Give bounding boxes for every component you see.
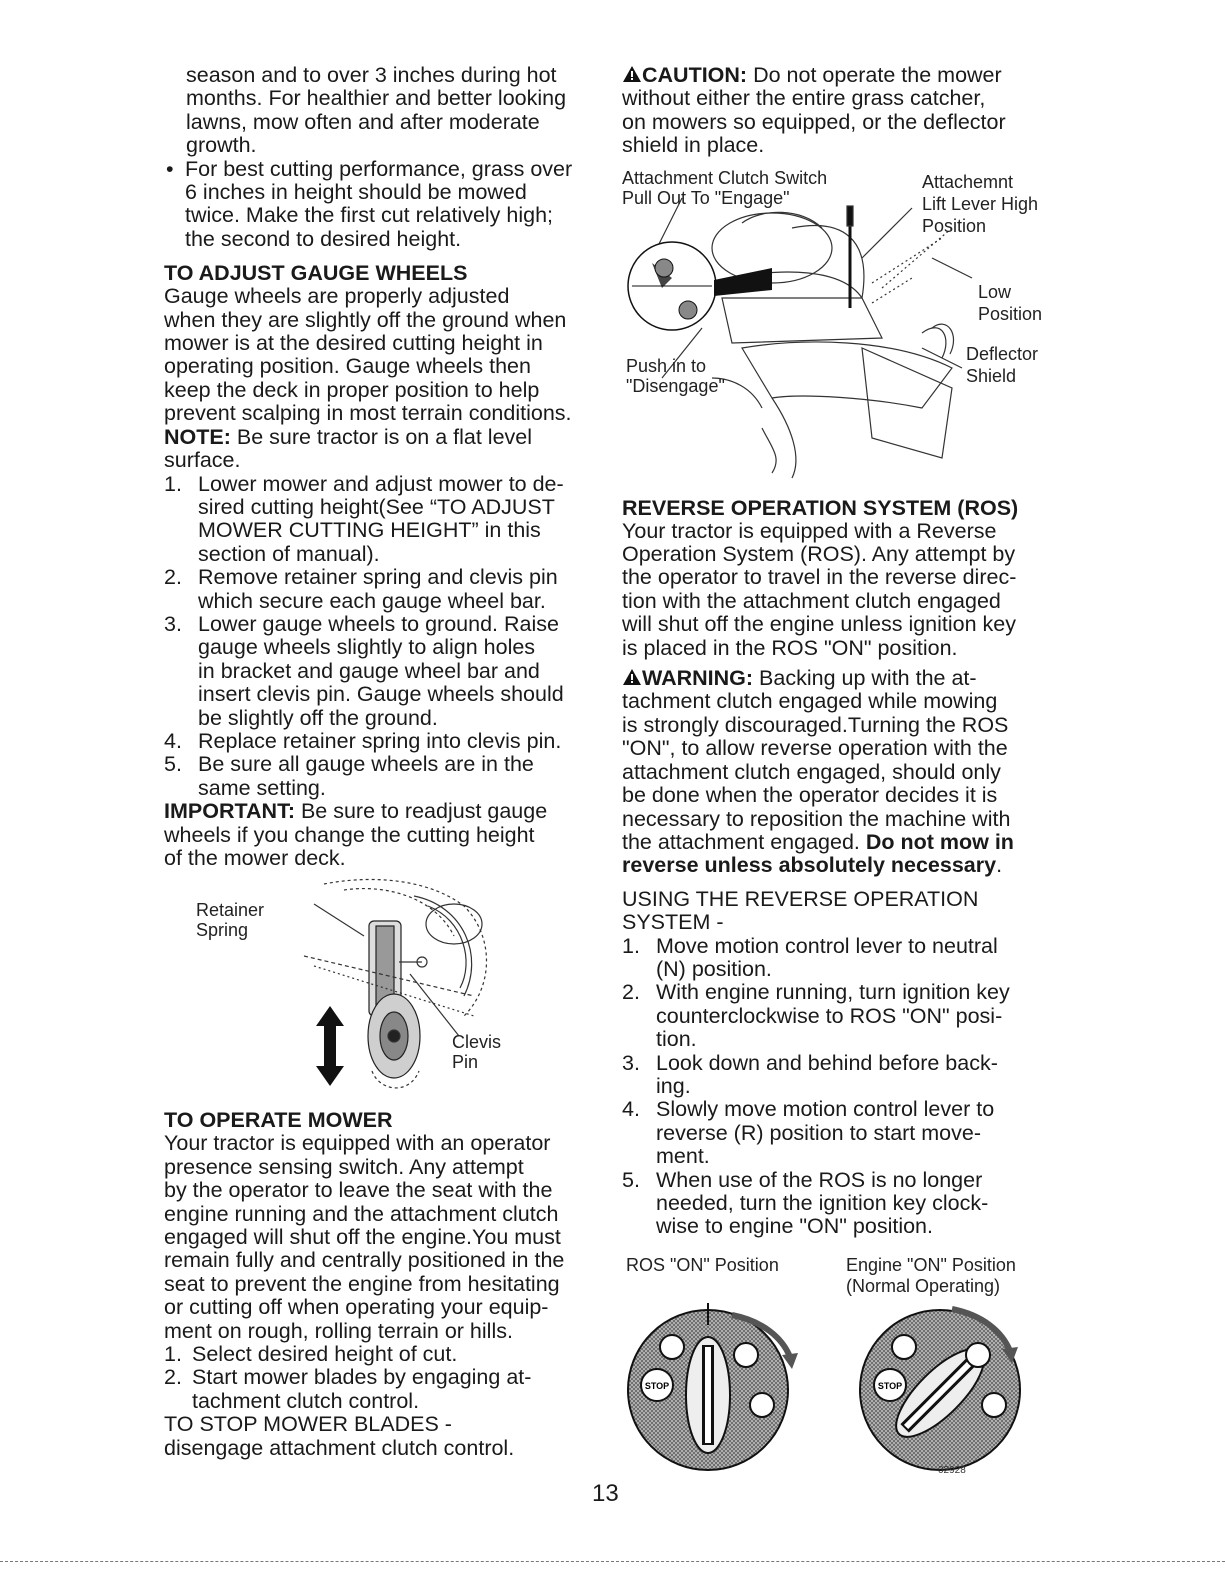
text-line: ment. [656, 1144, 710, 1169]
warning-text: the attachment engaged. [622, 829, 866, 854]
clevis-label: Clevis [452, 1032, 502, 1053]
text-line: gauge wheels slightly to align holes [198, 635, 536, 660]
stop-text: STOP [877, 1380, 903, 1391]
list-number: 4. [622, 1097, 640, 1122]
deflector-label: Deflector [966, 343, 1039, 364]
list-number: 1. [622, 933, 640, 958]
bullet-item [164, 158, 596, 252]
text-line: presence sensing switch. Any attempt [164, 1154, 524, 1179]
text-line: surface. [164, 448, 241, 473]
warning-line [622, 667, 1052, 690]
intro-paragraph [164, 64, 596, 158]
text-line: With engine running, turn ignition key [656, 980, 1010, 1005]
left-column [164, 64, 596, 1460]
list-item [622, 1098, 1052, 1168]
text-line: Gauge wheels are properly adjusted [164, 284, 510, 309]
text-line: When use of the ROS is no longer [656, 1167, 983, 1192]
ignition-key-figure [622, 1255, 1052, 1485]
page-number: 13 [592, 1480, 619, 1507]
list-number: 1. [164, 1342, 182, 1367]
text-line: remain fully and centrally positioned in the [164, 1248, 565, 1273]
text-line: will shut off the engine unless ignition key [622, 612, 1017, 637]
bottom-border [0, 1561, 1225, 1562]
pull-out-label: Pull Out To "Engage" [622, 187, 790, 208]
caution-line [622, 64, 1052, 87]
text-line: tachment clutch control. [192, 1388, 420, 1413]
text-line: without either the entire grass catcher, [622, 86, 986, 111]
text-line: season and to over 3 inches during hot [186, 63, 557, 87]
list-item [622, 1052, 1052, 1099]
text-line: ing. [656, 1073, 691, 1098]
warning-label: WARNING: [642, 666, 754, 691]
text-line: on mowers so equipped, or the deflector [622, 109, 1006, 134]
text-line: engaged will shut off the engine.You must [164, 1225, 561, 1250]
text-line: section of manual). [198, 541, 380, 566]
push-in-label: Push in to [626, 355, 707, 376]
text-line: operating position. Gauge wheels then [164, 354, 531, 379]
text-line: lawns, mow often and after moderate [186, 109, 540, 134]
list-number: 2. [622, 980, 640, 1005]
engine-on-switch [860, 1309, 1020, 1476]
text-line: tion with the attachment clutch engaged [622, 588, 1001, 613]
text-line: by the operator to leave the seat with the [164, 1178, 553, 1203]
text-line: needed, turn the ignition key clock- [656, 1191, 989, 1215]
text-line: wheels if you change the cutting height [164, 822, 535, 847]
text-line: wise to engine "ON" position. [656, 1214, 933, 1239]
warning-last-line [622, 831, 1052, 854]
text-line: 6 inches in height should be mowed [185, 180, 527, 205]
text-line: attachment clutch engaged, should only [622, 759, 1001, 784]
text-line: in bracket and gauge wheel bar and [198, 658, 540, 683]
warning-emphasis: Do not mow in [865, 829, 1014, 854]
low-position-label: Position [978, 303, 1043, 324]
text-line: For best cutting performance, grass over [185, 156, 573, 181]
normal-operating-label: (Normal Operating) [846, 1275, 1001, 1296]
important-label: IMPORTANT: [164, 799, 295, 824]
text-line: months. For healthier and better looking [186, 86, 567, 111]
list-item [164, 1343, 596, 1366]
gauge-wheel-figure [164, 876, 596, 1108]
important-text: Be sure to readjust gauge [294, 799, 548, 824]
text-line: when they are slightly off the ground when [164, 307, 567, 332]
using-steps [622, 935, 1052, 1239]
text-line: Your tractor is equipped with a Reverse [622, 518, 997, 543]
tractor-controls-illustration [622, 168, 1052, 496]
text-line: Look down and behind before back- [656, 1050, 998, 1075]
text-line: "ON", to allow reverse operation with the [622, 736, 1008, 761]
text-line: seat to prevent the engine from hesitating [164, 1271, 560, 1296]
caution-label: CAUTION: [642, 63, 748, 87]
list-item [164, 753, 596, 800]
list-item [622, 1169, 1052, 1239]
text-line: insert clevis pin. Gauge wheels should [198, 682, 564, 707]
text-line: disengage attachment clutch control. [164, 1435, 515, 1460]
text-line: be done when the operator decides it is [622, 783, 998, 808]
text-line: the operator to travel in the reverse direc- [622, 565, 1017, 590]
list-number: 5. [164, 752, 182, 777]
text-line: be slightly off the ground. [198, 705, 438, 730]
text-line: Slowly move motion control lever to [656, 1097, 995, 1122]
text-line: is placed in the ROS "ON" position. [622, 635, 958, 660]
caution-icon [622, 65, 642, 83]
stop-text: STOP [644, 1380, 670, 1391]
text-line: SYSTEM - [622, 910, 724, 935]
list-number: 4. [164, 728, 182, 753]
gauge-paragraph [164, 285, 596, 425]
list-number: 3. [164, 611, 182, 636]
text-line: prevent scalping in most terrain conditions. [164, 401, 572, 426]
gauge-steps [164, 473, 596, 801]
text-line: same setting. [198, 775, 326, 800]
text-line: Select desired height of cut. [192, 1342, 458, 1367]
note-label: NOTE: [164, 424, 231, 449]
text-line: Remove retainer spring and clevis pin [198, 565, 558, 590]
text-line: counterclockwise to ROS "ON" posi- [656, 1003, 1003, 1028]
text-line: ment on rough, rolling terrain or hills. [164, 1318, 513, 1343]
ros-paragraph [622, 520, 1052, 660]
text-line: of the mower deck. [164, 846, 346, 870]
list-item [164, 730, 596, 753]
low-label: Low [978, 281, 1012, 302]
text-line: keep the deck in proper position to help [164, 377, 540, 402]
list-number: 2. [164, 565, 182, 590]
important-line [164, 800, 596, 823]
shield-label: Shield [966, 365, 1017, 386]
text-line: is strongly discouraged.Turning the ROS [622, 712, 1009, 737]
ignition-switch-illustration [622, 1285, 1052, 1485]
text-line: Start mower blades by engaging at- [192, 1365, 532, 1390]
text-line: Operation System (ROS). Any attempt by [622, 542, 1016, 567]
text-line: tachment clutch engaged while mowing [622, 689, 998, 714]
list-number: 2. [164, 1365, 182, 1390]
text-line: MOWER CUTTING HEIGHT” in this [198, 518, 541, 543]
section-heading-operate: TO OPERATE MOWER [164, 1108, 393, 1133]
ros-on-label: ROS "ON" Position [626, 1254, 779, 1275]
retainer-label: Retainer [196, 900, 265, 921]
text-line: Replace retainer spring into clevis pin. [198, 728, 562, 753]
list-item [164, 1366, 596, 1413]
list-number: 1. [164, 471, 182, 496]
engine-on-label: Engine "ON" Position [846, 1254, 1016, 1275]
list-item [164, 613, 596, 730]
clutch-lever-figure [622, 168, 1052, 496]
text-line: which secure each gauge wheel bar. [198, 588, 546, 613]
warning-emphasis: reverse unless absolutely necessary [622, 853, 997, 878]
text-line: engine running and the attachment clutch [164, 1201, 559, 1226]
text-line: (N) position. [656, 956, 772, 981]
text-line: necessary to reposition the machine with [622, 806, 1011, 831]
spring-label: Spring [196, 920, 249, 941]
stop-heading: TO STOP MOWER BLADES - [164, 1412, 452, 1437]
text-line: sired cutting height(See “TO ADJUST [198, 494, 555, 519]
section-heading-ros: REVERSE OPERATION SYSTEM (ROS) [622, 495, 1019, 520]
text-line: growth. [186, 133, 257, 158]
warning-icon [622, 668, 642, 686]
text-line: twice. Make the first cut relatively high; [185, 203, 554, 228]
using-heading [622, 888, 1052, 935]
caution-text: Do not operate the mower [747, 63, 1002, 87]
text-line: reverse (R) position to start move- [656, 1120, 981, 1145]
disengage-label: "Disengage" [626, 375, 725, 396]
clutch-switch-label: Attachment Clutch Switch [622, 167, 828, 188]
list-item [622, 935, 1052, 982]
operate-paragraph [164, 1132, 596, 1343]
text-line: Be sure all gauge wheels are in the [198, 752, 534, 777]
text-line: Your tractor is equipped with an operator [164, 1131, 551, 1156]
lift-lever-label: Attachemnt [922, 171, 1014, 192]
figure-code: 02928 [938, 1464, 966, 1476]
list-number: 3. [622, 1050, 640, 1075]
lever-position-label: Position [922, 215, 987, 236]
warning-final-line [622, 854, 1052, 877]
text-line: the second to desired height. [185, 226, 462, 251]
note-text: Be sure tractor is on a flat level [230, 424, 533, 449]
list-number: 5. [622, 1167, 640, 1192]
ros-on-switch [628, 1303, 798, 1470]
warning-text: . [996, 853, 1003, 878]
text-line: Lower gauge wheels to ground. Raise [198, 611, 559, 636]
text-line: Lower mower and adjust mower to de- [198, 471, 564, 496]
text-line: USING THE REVERSE OPERATION [622, 886, 979, 911]
pin-label: Pin [452, 1052, 479, 1073]
list-item [164, 473, 596, 567]
note-line [164, 426, 596, 449]
text-line: or cutting off when operating your equip- [164, 1295, 549, 1320]
warning-text: Backing up with the at- [753, 666, 977, 691]
bullet-dot: • [166, 156, 174, 181]
right-column [622, 64, 1052, 1485]
list-item [164, 566, 596, 613]
text-line: tion. [656, 1027, 697, 1052]
text-line: Move motion control lever to neutral [656, 933, 998, 958]
section-heading-gauge: TO ADJUST GAUGE WHEELS [164, 261, 468, 286]
lift-lever-high-label: Lift Lever High [922, 193, 1039, 214]
list-item [622, 981, 1052, 1051]
text-line: mower is at the desired cutting height in [164, 331, 543, 356]
text-line: shield in place. [622, 133, 765, 158]
